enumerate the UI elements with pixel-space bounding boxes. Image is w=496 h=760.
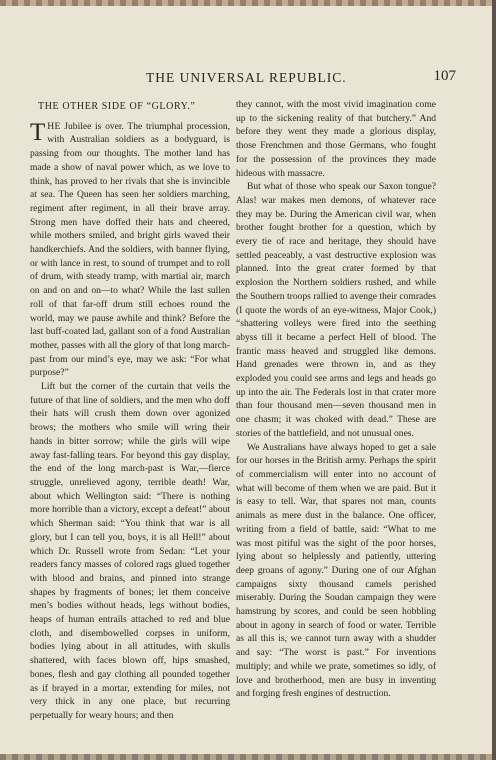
paragraph-1-text: Jubilee is over. The triumphal procession, with Australian soldiers as a bodyguard, is passing from our thoughts. The mother land has made a show of naval power which, as we love to think, has proved to her rivals that she is invincible at sea. The Queen has seen her soldiers marching, regiment after regiment, in all their brave array. Strong men have doffed their hats and cheered, while mothers smiled, and bright girls waved their handkerchiefs. And the soldiers, with banner flying, or with lance in rest, to sound of trumpet and to roll of drum, with steady tramp, with martial air, march on and on and on—to what? While the last sullen roll of that far-off drum still echoes round the world, may we pause awhile and think? Before the last buff-coated lad, gallant son of a fond Australian mother, passes with all the glory of that long march-past from our mind’s eye, may we ask: “For what purpose?” [30, 120, 230, 379]
running-head: THE UNIVERSAL REPUBLIC. [146, 70, 347, 85]
paragraph-2-continued [236, 98, 436, 180]
first-word-rest: HE [47, 120, 61, 132]
paragraph-2-text-right: they cannot, with the most vivid imagination come up to the sickening reality of that butchery.” And before they went they made a glorious display, those Frenchmen and those Germans, who fought for the possession of the provinces they made hideous with massacre. [236, 99, 436, 179]
paragraph-2-text-left: Lift but the corner of the curtain that veils the future of that line of soldiers, and the men who doff their hats will crush them down over agonized brows; the mothers who smile will wring their hands in bitter sorrow; while the girls will wipe away fast-falling tears. For beyond this gay display, the end of the long march-past is War,—fierce struggle, unrelieved agony, terrible death! War, about which Wellington said: “There is nothing more horrible than a victory, except a defeat!” about which Sherman said: “You think that war is all glory, but I can tell you, boys, it is all Hell!” about which Dr. Russell wrote from Sedan: “Let your readers fancy masses of colored rags glued together with blood and brains, and pinned into strange shapes by fragments of bones; let them conceive men’s bodies without heads, legs without bodies, heaps of human entrails attached to red and blue cloth, and disembowelled corpses in uniform, bodies lying about in all attitudes, with skulls shattered, with faces blown off, hips smashed, bones, flesh and gay clothing all pounded together as if brayed in a mortar, extending for miles, not very thick in any one place, but recurring perpetually for weary hours; and then [30, 381, 230, 721]
text-column-right [236, 98, 436, 701]
paragraph-3: But what of those who speak our Saxon tongue? Alas! war makes men demons, of whatever race they may be. During the American civil war, when brother fought brother for a question, which by every tie of race and heritage, they should have settled peaceably, a vast destructive explosion was planned. Into the great crater formed by that explosion the Northern soldiers rushed, and while the Southern troops rallied to avenge their comrades (I quote the words of an eye-witness, Major Cook,) “shattering volleys were fired into the seething abyss till it became a perfect Hell of blood. The frantic mass heaved and struggled like demons. Hand grenades were thrown in, and as they exploded you could see arms and legs and heads go up into the air. The Federals lost in that crater more than four thousand men—seven thousand men in one chasm; it was choked with dead.” These are stories of the battlefield, and not unusual ones. [236, 181, 436, 439]
drop-cap: T [30, 118, 46, 146]
page-number: 107 [433, 68, 456, 84]
page-top-edge [0, 0, 492, 6]
page-header [36, 70, 456, 88]
text-column-left [30, 98, 230, 723]
paragraph-4: We Australians have always hoped to get a sale for our horses in the British army. Perhaps the spirit of commercialism will enter into no account of what will become of them when we are paid. But it is easy to tell. War, that spares not man, counts animals as mere dust in the balance. One officer, writing from a field of battle, said: “What to me was most pitiful was the sight of the poor horses, lying about so helplessly and patiently, uttering deep groans of agony.” During one of our Afghan campaigns sixty thousand camels perished miserably. During the Soudan campaign they were hamstrung by scores, and could be seen hobbling about in agony in search of food or water. Terrible as all this is, we cannot turn away with a shudder and say: “The worst is past.” For inventions multiply; and while we prate, sometimes so idly, of love and brotherhood, men are busy in inventing and forging fresh engines of destruction. [236, 441, 436, 700]
paragraph-2 [30, 380, 230, 723]
paragraph-1 [30, 120, 230, 380]
page-bottom-edge [0, 754, 492, 760]
article-title: THE OTHER SIDE OF “GLORY.” [38, 101, 196, 112]
